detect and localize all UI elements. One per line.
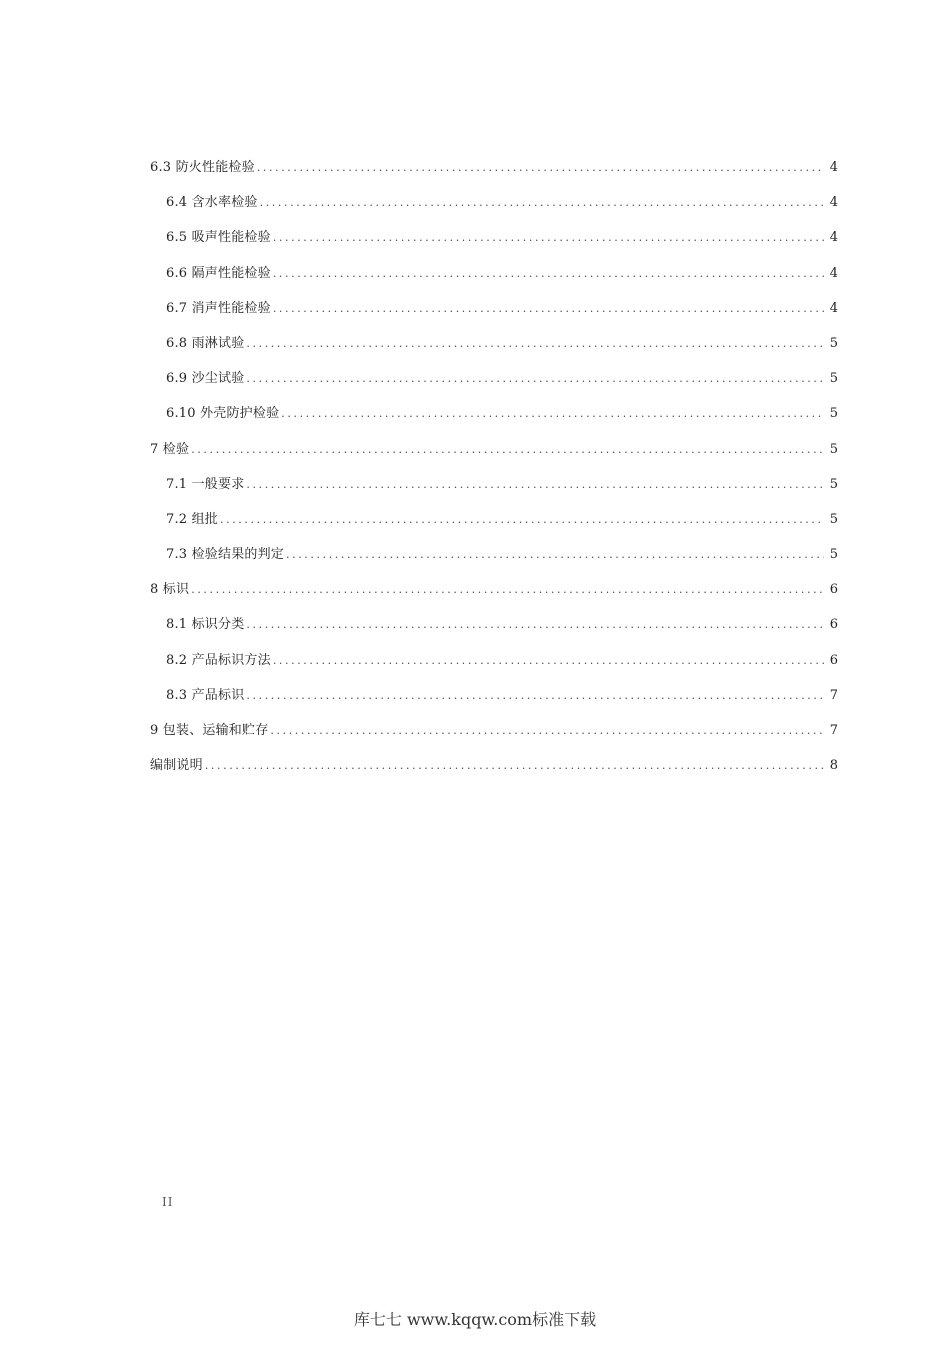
toc-entry[interactable] xyxy=(150,185,838,220)
toc-entry-page: 4 xyxy=(829,160,838,175)
toc-entry-label: 6.9 沙尘试验 xyxy=(166,371,245,387)
toc-entry-label: 6.3 防火性能检验 xyxy=(150,160,255,175)
toc-leader-dots xyxy=(246,607,824,642)
toc-entry-page: 4 xyxy=(829,230,838,246)
site-watermark: 库七七 www.kqqw.com标准下载 xyxy=(353,1310,597,1329)
toc-entry-page: 4 xyxy=(829,300,838,316)
toc-leader-dots xyxy=(273,643,824,678)
toc-entry[interactable] xyxy=(150,502,838,537)
toc-leader-dots xyxy=(205,748,824,783)
toc-entry-label: 6.7 消声性能检验 xyxy=(166,300,271,316)
toc-entry[interactable] xyxy=(150,220,838,255)
toc-entry-label: 6.4 含水率检验 xyxy=(166,195,258,211)
toc-entry-label: 6.10 外壳防护检验 xyxy=(166,406,280,422)
toc-entry[interactable] xyxy=(150,326,838,361)
toc-entry-page: 4 xyxy=(829,195,838,211)
toc-entry-label: 9 包装、运输和贮存 xyxy=(150,723,269,738)
toc-leader-dots xyxy=(273,220,824,255)
toc-leader-dots xyxy=(220,502,824,537)
toc-entry-label: 7.2 组批 xyxy=(166,511,219,527)
toc-leader-dots xyxy=(273,291,824,326)
toc-leader-dots xyxy=(260,185,824,220)
toc-entry-page: 5 xyxy=(829,547,838,563)
toc-leader-dots xyxy=(273,256,824,291)
toc-entry-page: 8 xyxy=(829,758,838,774)
toc-entry[interactable] xyxy=(150,396,838,431)
toc-leader-dots xyxy=(286,537,824,572)
toc-entry[interactable] xyxy=(150,291,838,326)
toc-entry-label: 6.5 吸声性能检验 xyxy=(166,230,271,246)
toc-entry-page: 6 xyxy=(829,652,838,668)
toc-leader-dots xyxy=(191,432,824,467)
toc-entry-page: 5 xyxy=(829,511,838,527)
toc-entry-label: 编制说明 xyxy=(150,758,203,774)
toc-entry[interactable] xyxy=(150,713,838,748)
toc-leader-dots xyxy=(281,396,824,431)
toc-entry[interactable] xyxy=(150,150,838,185)
toc-entry[interactable] xyxy=(150,467,838,502)
toc-entry-label: 6.6 隔声性能检验 xyxy=(166,265,271,281)
toc-entry[interactable] xyxy=(150,256,838,291)
toc-entry-page: 4 xyxy=(829,265,838,281)
toc-entry-label: 6.8 雨淋试验 xyxy=(166,335,245,351)
toc-entry-label: 8.2 产品标识方法 xyxy=(166,652,271,668)
toc-entry-label: 7.3 检验结果的判定 xyxy=(166,547,285,563)
toc-entry-page: 7 xyxy=(829,687,838,703)
toc-entry-label: 7 检验 xyxy=(150,441,190,457)
toc-entry-page: 5 xyxy=(829,371,838,387)
toc-entry[interactable] xyxy=(150,748,838,783)
toc-entry[interactable] xyxy=(150,572,838,607)
toc-entry-page: 5 xyxy=(829,335,838,351)
toc-entry-page: 5 xyxy=(829,441,838,457)
toc-entry-page: 6 xyxy=(829,582,838,598)
toc-leader-dots xyxy=(246,678,824,713)
toc-entry-page: 5 xyxy=(829,406,838,422)
toc-leader-dots xyxy=(257,150,824,185)
toc-entry[interactable] xyxy=(150,607,838,642)
toc-leader-dots xyxy=(246,467,824,502)
toc-leader-dots xyxy=(270,713,824,748)
toc-entry[interactable] xyxy=(150,643,838,678)
toc-entry-label: 8 标识 xyxy=(150,582,190,598)
toc-entry-page: 6 xyxy=(829,617,838,633)
toc-entry-label: 7.1 一般要求 xyxy=(166,476,245,492)
page-number: II xyxy=(162,1195,174,1209)
toc-leader-dots xyxy=(191,572,824,607)
toc-entry-label: 8.3 产品标识 xyxy=(166,687,245,703)
toc-entry[interactable] xyxy=(150,537,838,572)
toc-entry-label: 8.1 标识分类 xyxy=(166,617,245,633)
toc-entry[interactable] xyxy=(150,678,838,713)
table-of-contents xyxy=(150,150,838,783)
toc-leader-dots xyxy=(246,326,824,361)
toc-entry[interactable] xyxy=(150,432,838,467)
toc-entry[interactable] xyxy=(150,361,838,396)
toc-entry-page: 7 xyxy=(829,723,838,738)
toc-leader-dots xyxy=(246,361,824,396)
toc-entry-page: 5 xyxy=(829,476,838,492)
